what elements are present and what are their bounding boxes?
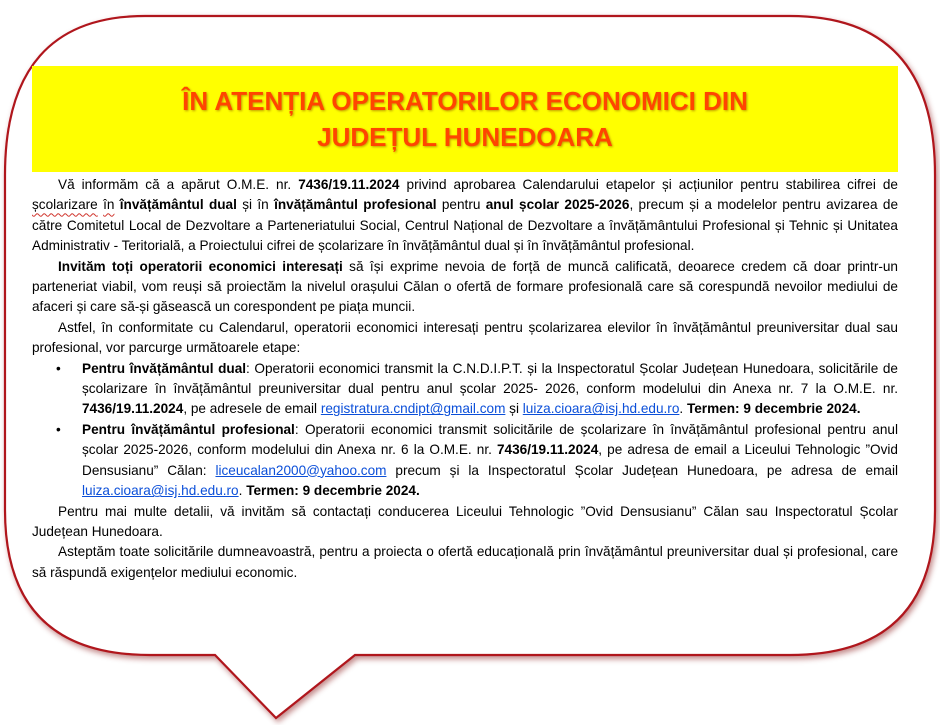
text: Asteptăm toate solicitările dumneavoastră, pentru a proiecta o ofertă educațională prin învățământul preuniversitar dual și profesional, care să răspundă exigențelor mediului economic.: [32, 544, 898, 580]
text: privind aprobarea Calendarului etapelor și acțiunilor pentru stabilirea cifrei de: [399, 177, 898, 192]
text-bold: Pentru învățământul profesional: [82, 421, 295, 437]
email-link-isj[interactable]: luiza.cioara@isj.hd.edu.ro: [522, 401, 680, 417]
email-link-cndipt[interactable]: registratura.cndipt@gmail.com: [320, 401, 506, 417]
text-bold: învățământul dual: [119, 197, 237, 213]
text: , precum și a modelelor pentru avizarea de către Comitetul Local de Dezvoltare a Parteneriatului Social, Centrul Național de Dezvoltare a învățământului Profesional și Tehnic și Unitatea Administrativ - Teritorială, a Proiectului cifrei de școlarizare în învățământul dual și în învățământul profesional.: [32, 197, 899, 254]
bullet-icon: •: [56, 421, 61, 437]
text: : Operatorii economici transmit solicitările de școlarizare în învățământul profesional pentru anul școlar 2025-2026, conform modelului din Anexa nr. 6 la O.M.E. nr.: [82, 421, 898, 458]
paragraph-intro: [32, 175, 898, 257]
steps-list: [32, 359, 898, 502]
list-item-dual: [56, 359, 898, 420]
text-bold: anul școlar 2025-2026: [485, 197, 630, 213]
text: .: [679, 401, 687, 417]
text: pentru: [436, 197, 486, 213]
deadline: Termen: 9 decembrie 2024.: [246, 483, 420, 499]
text: în: [103, 197, 115, 213]
text-bold: învățământul profesional: [274, 197, 437, 213]
title-banner: [32, 66, 898, 172]
text: să își exprime nevoia de forță de muncă calificată, deoarece credem că doar printr-un parteneriat viabil, vom reuși să proiectăm la nivelul orașului Călan o ofertă de formare profesională care să corespundă nevoilor mediului de afaceri și care să-și găsească un corespondent pe piața muncii.: [32, 258, 898, 315]
text: și în: [236, 197, 275, 213]
text: , pe adresa de email a Liceului Tehnologic ”Ovid Densusianu” Călan:: [82, 442, 898, 478]
text: .: [238, 483, 247, 499]
order-number: 7436/19.11.2024: [82, 401, 184, 417]
deadline: Termen: 9 decembrie 2024.: [686, 401, 861, 417]
document-body: [32, 175, 898, 583]
list-item-profesional: [56, 420, 898, 502]
text: Vă informăm că a apărut O.M.E. nr.: [58, 177, 299, 192]
text: : Operatorii economici transmit la C.N.D.I.P.T. și la Inspectoratul Școlar Județean Hunedoara, solicitările de școlarizare în învățământul preuniversitar dual pentru anul școlar 2025- 2026, conform modelului din Anexa nr. 7 la O.M.E. nr.: [82, 360, 898, 397]
page-title: ÎN ATENȚIA OPERATORILOR ECONOMICI DIN JUDEȚUL HUNEDOARA: [182, 86, 748, 152]
order-number: 7436/19.11.2024: [298, 177, 400, 192]
order-number: 7436/19.11.2024: [496, 442, 599, 458]
text-bold: Pentru învățământul dual: [82, 360, 247, 376]
email-link-isj[interactable]: luiza.cioara@isj.hd.edu.ro: [82, 483, 239, 499]
paragraph-invitation: [32, 257, 898, 318]
paragraph-contact: [32, 502, 898, 543]
paragraph-closing: [32, 542, 898, 583]
text: Astfel, în conformitate cu Calendarul, operatorii economici interesați pentru școlarizarea elevilor în învățământul preuniversitar dual sau profesional, vor parcurge următoarele etape:: [32, 319, 898, 356]
text: și: [505, 401, 523, 417]
text: , pe adresele de email: [183, 401, 321, 417]
text: școlarizare: [32, 197, 98, 213]
text-bold: Invităm toți operatorii economici interesați: [58, 258, 343, 274]
email-link-liceu[interactable]: liceucalan2000@yahoo.com: [215, 462, 387, 478]
bullet-icon: •: [56, 360, 61, 376]
paragraph-steps-intro: [32, 318, 898, 359]
text: precum și la Inspectoratul Școlar Județean Hunedoara, pe adresa de email: [386, 462, 898, 478]
text: Pentru mai multe detalii, vă invităm să contactați conducerea Liceului Tehnologic ”Ovid Densusianu” Călan sau Inspectoratul Școlar Județean Hunedoara.: [32, 503, 898, 539]
